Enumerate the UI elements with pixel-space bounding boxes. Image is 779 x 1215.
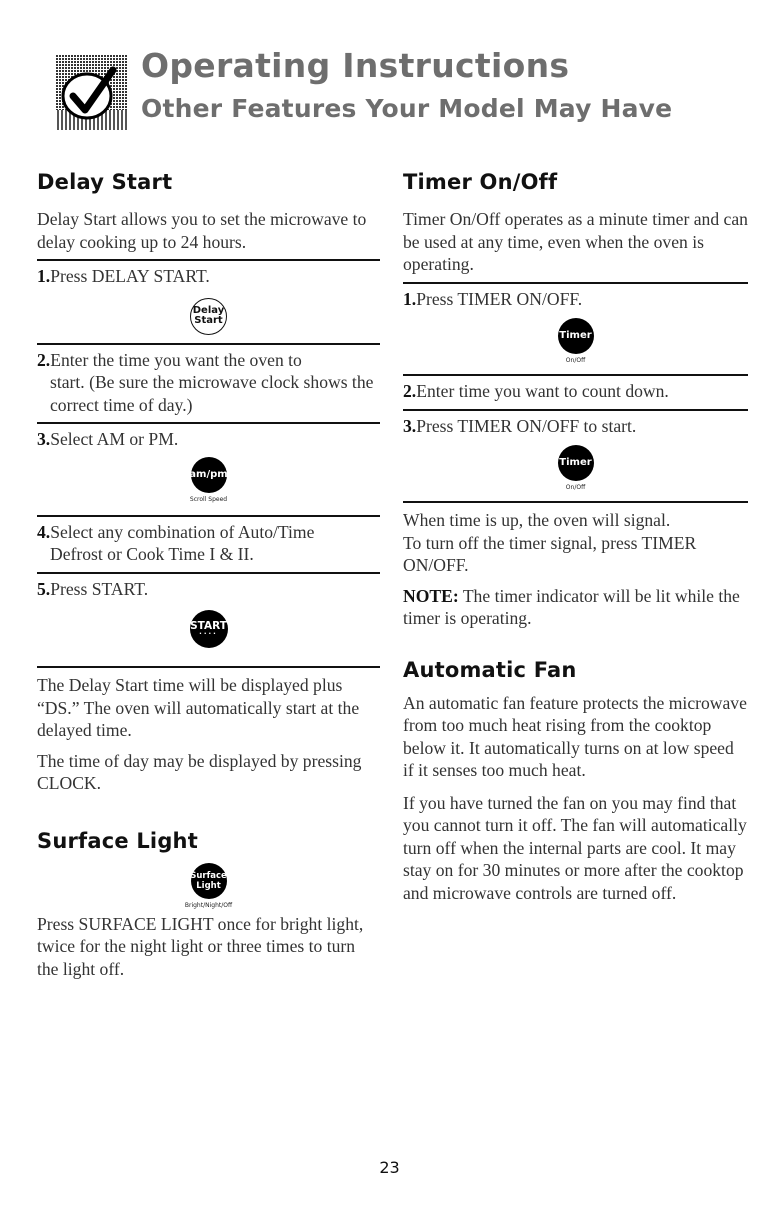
page-title: Operating Instructions (141, 46, 570, 85)
timer-button-wrap-1 (403, 318, 748, 364)
button-label: START (190, 620, 227, 632)
timer-heading: Timer On/Off (403, 170, 558, 194)
button-dots: ···· (199, 630, 218, 638)
start-button[interactable] (190, 610, 228, 648)
button-label: Timer (559, 457, 592, 468)
timer-intro: Timer On/Off operates as a minute timer and can be used at any time, even when the oven is operating. (403, 209, 748, 274)
step-text: Select any combination of Auto/Time (50, 521, 315, 542)
button-label: Start (194, 315, 223, 326)
timer-notes (403, 501, 748, 630)
step-number: 2. (37, 349, 51, 370)
step-number: 3. (403, 415, 417, 436)
step-number: 2. (403, 381, 417, 401)
timer-button[interactable] (558, 445, 594, 481)
timer-step-3 (403, 409, 748, 438)
button-label: Light (196, 880, 221, 891)
delay-note-1: The Delay Start time will be displayed plus “DS.” The oven will automatically start at the delayed time. (37, 675, 360, 740)
surface-light-text: Press SURFACE LIGHT once for bright light, twice for the night light or three times to turn the light off. (37, 913, 364, 979)
surface-light-button[interactable] (191, 863, 227, 899)
step-text: Press TIMER ON/OFF to start. (416, 415, 637, 436)
step-text: Enter time you want to count down. (416, 381, 669, 401)
delay-step-1 (37, 259, 380, 288)
step-number: 1. (403, 288, 417, 309)
delay-note-2: The time of day may be displayed by pressing CLOCK. (37, 750, 362, 793)
delay-step-4 (37, 515, 380, 566)
right-column (403, 170, 748, 904)
step-number: 5. (37, 578, 51, 599)
delay-notes (37, 666, 380, 795)
left-column (37, 170, 380, 980)
timer-after-2: To turn off the timer signal, press TIMER ON/OFF. (403, 532, 697, 575)
timer-button[interactable] (558, 318, 594, 354)
delay-start-button-wrap (37, 298, 380, 335)
surface-light-caption: Bright/Night/Off (184, 901, 233, 909)
timer-step-1 (403, 282, 748, 311)
delay-start-heading: Delay Start (37, 170, 173, 194)
timer-step-2 (403, 374, 748, 403)
button-label: Surface (190, 870, 227, 881)
ampm-button[interactable] (191, 457, 227, 493)
delay-start-intro: Delay Start allows you to set the microwave to delay cooking up to 24 hours. (37, 209, 367, 252)
delay-step-3 (37, 422, 380, 451)
step-text-cont: start. (Be sure the microwave clock shows the correct time of day.) (50, 372, 374, 415)
delay-step-5 (37, 572, 380, 601)
timer-after-1: When time is up, the oven will signal. (403, 510, 671, 530)
step-number: 4. (37, 521, 51, 542)
step-text: Press START. (50, 578, 149, 599)
fan-paragraph-2: If you have turned the fan on you may find that you cannot turn it off. The fan will automatically turn off when the internal parts are cool. It may stay on for 30 minutes or more after the cooktop and microwave controls are turned off. (403, 792, 747, 903)
automatic-fan-heading: Automatic Fan (403, 657, 577, 682)
button-label: am/pm (189, 468, 228, 480)
delay-start-button[interactable] (190, 298, 227, 335)
checkmark-pattern-logo-icon (53, 52, 129, 132)
note-text: The timer indicator will be lit while the timer is operating. (403, 585, 740, 628)
start-button-wrap (37, 610, 380, 648)
timer-button-caption: On/Off (565, 484, 586, 491)
page-subtitle: Other Features Your Model May Have (141, 94, 673, 123)
step-text: Select AM or PM. (50, 429, 179, 449)
fan-paragraph-1: An automatic fan feature protects the microwave from too much heat rising from the cooktop below it. It automatically turns on at low speed if it senses too much heat. (403, 692, 747, 780)
timer-button-wrap-2 (403, 445, 748, 491)
timer-button-caption: On/Off (565, 357, 586, 364)
surface-light-button-wrap (37, 863, 380, 909)
ampm-button-wrap (37, 457, 380, 503)
step-text: Press DELAY START. (50, 266, 210, 286)
step-text: Enter the time you want the oven to (50, 349, 302, 370)
step-number: 1. (37, 266, 51, 286)
page-number: 23 (379, 1158, 400, 1177)
button-label: Delay (192, 305, 225, 316)
ampm-button-caption: Scroll Speed (189, 495, 228, 503)
step-text: Press TIMER ON/OFF. (416, 288, 583, 309)
button-label: Timer (559, 330, 592, 341)
note-label: NOTE: (403, 585, 459, 606)
step-text-cont: Defrost or Cook Time I & II. (50, 544, 254, 564)
delay-step-2 (37, 343, 380, 417)
timer-note (403, 585, 748, 630)
surface-light-heading: Surface Light (37, 828, 198, 853)
step-number: 3. (37, 429, 51, 449)
